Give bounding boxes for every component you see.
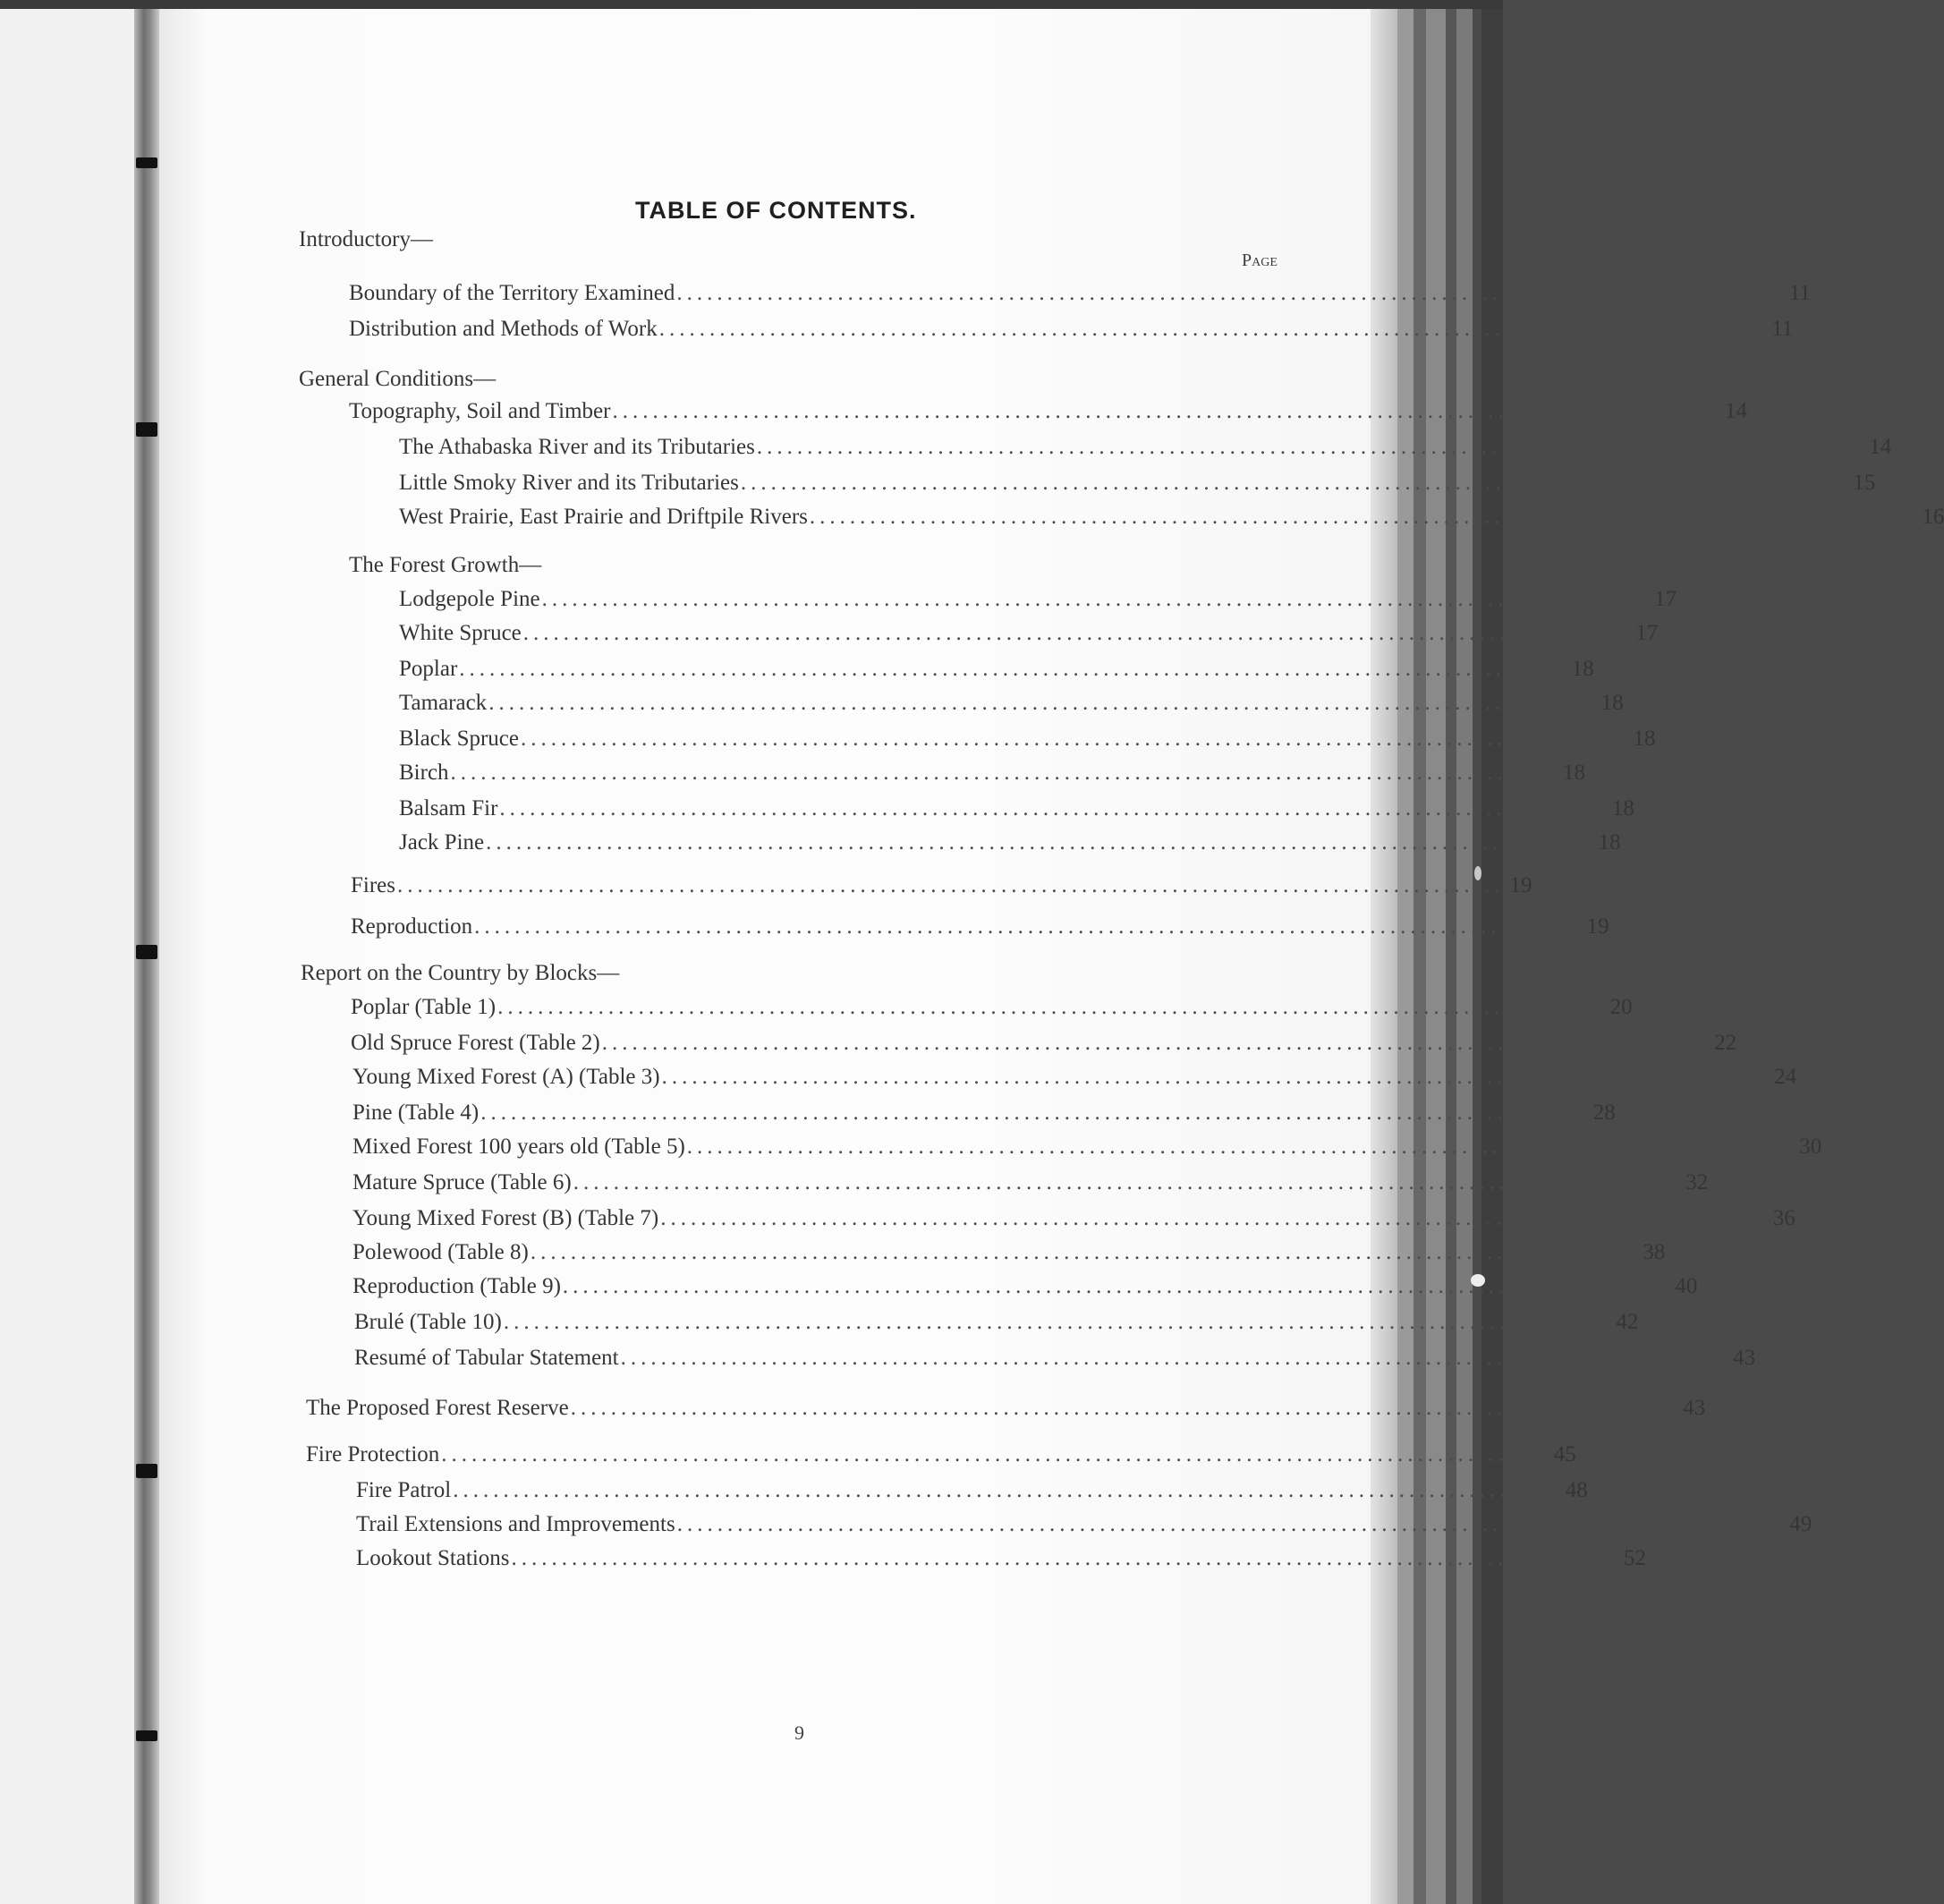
- leader-dots: ..............................................................................................................: [503, 1310, 1611, 1334]
- toc-entry-label: Birch: [399, 761, 449, 785]
- page-number: 9: [794, 1721, 804, 1744]
- leader-dots: ..............................................................................................................: [480, 1101, 1588, 1125]
- leader-dots: ..............................................................................................................: [686, 1135, 1795, 1159]
- toc-entry-page: 22: [1714, 1031, 1737, 1055]
- leader-dots: ..............................................................................................................: [486, 830, 1593, 854]
- toc-entry-label: Old Spruce Forest (Table 2): [351, 1031, 600, 1055]
- leader-dots: ..............................................................................................................: [660, 1206, 1768, 1230]
- toc-entry-label: Mature Spruce (Table 6): [352, 1170, 572, 1194]
- toc-entry-page: 11: [1788, 281, 1811, 305]
- leader-dots: ..............................................................................................................: [397, 873, 1505, 897]
- toc-entry-label: Resumé of Tabular Statement: [354, 1346, 619, 1370]
- toc-entry: [399, 621, 1659, 651]
- toc-entry-label: Pine (Table 4): [352, 1101, 480, 1125]
- toc-entry: [399, 761, 1586, 791]
- toc-entry-page: 42: [1616, 1310, 1639, 1334]
- toc-entry: [306, 1396, 1706, 1426]
- toc-entry-label: Brulé (Table 10): [354, 1310, 502, 1334]
- toc-entry-label: Lookout Stations: [356, 1546, 510, 1570]
- leader-dots: ..............................................................................................................: [756, 435, 1864, 459]
- toc-section-heading: The Forest Growth—: [349, 553, 542, 577]
- toc-entry-label: Trail Extensions and Improvements: [356, 1512, 675, 1536]
- toc-entry: [352, 1240, 1666, 1271]
- toc-entry-page: 19: [1586, 914, 1609, 939]
- toc-entry-page: 18: [1598, 830, 1621, 854]
- leader-dots: ..............................................................................................................: [612, 399, 1719, 423]
- toc-entry: [399, 691, 1624, 721]
- toc-entry: [351, 995, 1633, 1025]
- leader-dots: ..............................................................................................................: [522, 621, 1631, 645]
- toc-entry: [399, 796, 1634, 827]
- toc-entry-page: 38: [1643, 1240, 1666, 1264]
- toc-entry-page: 18: [1600, 691, 1624, 715]
- toc-entry: [399, 657, 1594, 687]
- leader-dots: ..............................................................................................................: [511, 1546, 1619, 1570]
- toc-entry-page: 16: [1922, 505, 1944, 529]
- toc-entry-label: West Prairie, East Prairie and Driftpile Rivers: [399, 505, 808, 529]
- toc-entry-page: 48: [1565, 1478, 1588, 1502]
- leader-dots: ..............................................................................................................: [441, 1442, 1549, 1466]
- toc-entry: [399, 587, 1677, 617]
- toc-entry: [351, 873, 1532, 904]
- toc-entry: [399, 727, 1656, 757]
- toc-entry-page: 49: [1789, 1512, 1812, 1536]
- leader-dots: ..............................................................................................................: [459, 657, 1566, 681]
- toc-entry-page: 30: [1799, 1135, 1822, 1159]
- toc-entry: [349, 317, 1794, 347]
- leader-dots: ..............................................................................................................: [520, 727, 1628, 751]
- toc-entry: [351, 1031, 1737, 1061]
- toc-entry: [352, 1170, 1709, 1201]
- toc-entry-page: 32: [1685, 1170, 1709, 1194]
- toc-entry-label: Jack Pine: [399, 830, 485, 854]
- toc-entry-label: The Athabaska River and its Tributaries: [399, 435, 755, 459]
- toc-entry: [352, 1065, 1797, 1095]
- toc-entry-label: Fire Protection: [306, 1442, 440, 1466]
- toc-section-heading: Introductory—: [299, 227, 433, 251]
- toc-entry: [356, 1512, 1812, 1543]
- page-column-label: Page: [1242, 251, 1278, 270]
- toc-entry: [352, 1135, 1822, 1165]
- toc-entry-page: 18: [1611, 796, 1634, 820]
- toc-entry-page: 28: [1592, 1101, 1616, 1125]
- leader-dots: ..............................................................................................................: [573, 1170, 1681, 1194]
- leader-dots: ..............................................................................................................: [620, 1346, 1728, 1370]
- toc-entry-label: Little Smoky River and its Tributaries: [399, 471, 739, 495]
- toc-entry: [354, 1346, 1756, 1376]
- toc-entry-label: Lodgepole Pine: [399, 587, 540, 611]
- toc-entry-page: 17: [1635, 621, 1659, 645]
- toc-entry-label: Boundary of the Territory Examined: [349, 281, 675, 305]
- toc-entry-page: 36: [1772, 1206, 1795, 1230]
- toc-entry: [399, 471, 1876, 501]
- toc-entry-page: 18: [1571, 657, 1594, 681]
- toc-entry: [352, 1274, 1698, 1305]
- toc-entry-label: Poplar: [399, 657, 458, 681]
- leader-dots: ..............................................................................................................: [676, 281, 1784, 305]
- leader-dots: ..............................................................................................................: [562, 1274, 1670, 1298]
- toc-entry-label: The Proposed Forest Reserve: [306, 1396, 569, 1420]
- toc-section-heading: Report on the Country by Blocks—: [301, 961, 620, 985]
- toc-entry-page: 24: [1774, 1065, 1797, 1089]
- toc-entry-page: 45: [1553, 1442, 1576, 1466]
- toc-entry-label: Balsam Fir: [399, 796, 498, 820]
- toc-entry: [306, 1442, 1576, 1473]
- leader-dots: ..............................................................................................................: [601, 1031, 1710, 1055]
- toc-entry-label: Young Mixed Forest (B) (Table 7): [352, 1206, 659, 1230]
- leader-dots: ..............................................................................................................: [658, 317, 1767, 341]
- toc-entry: [349, 399, 1747, 429]
- toc-title: TABLE OF CONTENTS.: [635, 197, 917, 224]
- toc-entry-page: 19: [1509, 873, 1532, 897]
- toc-entry-page: 52: [1624, 1546, 1647, 1570]
- toc-entry: [352, 1101, 1616, 1131]
- leader-dots: ..............................................................................................................: [570, 1396, 1678, 1420]
- leader-dots: ..............................................................................................................: [676, 1512, 1785, 1536]
- toc-entry-label: White Spruce: [399, 621, 522, 645]
- toc-section-heading: General Conditions—: [299, 367, 497, 391]
- leader-dots: ..............................................................................................................: [809, 505, 1917, 529]
- toc-entry-page: 17: [1654, 587, 1677, 611]
- toc-entry: [354, 1310, 1639, 1340]
- leader-dots: ..............................................................................................................: [488, 691, 1596, 715]
- toc-entry-page: 20: [1609, 995, 1633, 1019]
- toc-entry-page: 14: [1724, 399, 1747, 423]
- toc-entry: [356, 1478, 1588, 1509]
- toc-entry-label: Poplar (Table 1): [351, 995, 497, 1019]
- toc-entry: [399, 435, 1892, 465]
- toc-entry-page: 14: [1869, 435, 1892, 459]
- toc-entry-label: Reproduction: [351, 914, 473, 939]
- toc-entry-label: Mixed Forest 100 years old (Table 5): [352, 1135, 685, 1159]
- toc-entry: [399, 505, 1944, 535]
- leader-dots: ..............................................................................................................: [530, 1240, 1638, 1264]
- toc-entry-label: Topography, Soil and Timber: [349, 399, 611, 423]
- toc-entry-label: Fire Patrol: [356, 1478, 452, 1502]
- leader-dots: ..............................................................................................................: [499, 796, 1607, 820]
- toc-entry-label: Young Mixed Forest (A) (Table 3): [352, 1065, 660, 1089]
- leader-dots: ..............................................................................................................: [497, 995, 1605, 1019]
- toc-entry-label: Fires: [351, 873, 395, 897]
- toc-entry-page: 18: [1633, 727, 1656, 751]
- leader-dots: ..............................................................................................................: [453, 1478, 1560, 1502]
- toc-entry: [351, 914, 1609, 945]
- toc-entry: [352, 1206, 1795, 1237]
- toc-entry-page: 43: [1683, 1396, 1706, 1420]
- toc-entry-page: 15: [1853, 471, 1876, 495]
- leader-dots: ..............................................................................................................: [661, 1065, 1770, 1089]
- toc-entry-label: Distribution and Methods of Work: [349, 317, 658, 341]
- toc-entry-page: 11: [1771, 317, 1794, 341]
- toc-entry-page: 18: [1563, 761, 1586, 785]
- leader-dots: ..............................................................................................................: [474, 914, 1582, 939]
- toc-entry-page: 43: [1733, 1346, 1756, 1370]
- toc-entry-label: Polewood (Table 8): [352, 1240, 529, 1264]
- toc-entry-label: Reproduction (Table 9): [352, 1274, 561, 1298]
- toc-entry: [349, 281, 1811, 311]
- toc-entry-page: 40: [1675, 1274, 1698, 1298]
- toc-entry: [399, 830, 1621, 861]
- leader-dots: ..............................................................................................................: [541, 587, 1650, 611]
- leader-dots: ..............................................................................................................: [450, 761, 1558, 785]
- toc-entry: [356, 1546, 1647, 1577]
- toc-entry-label: Tamarack: [399, 691, 488, 715]
- leader-dots: ..............................................................................................................: [740, 471, 1848, 495]
- toc-entry-label: Black Spruce: [399, 727, 519, 751]
